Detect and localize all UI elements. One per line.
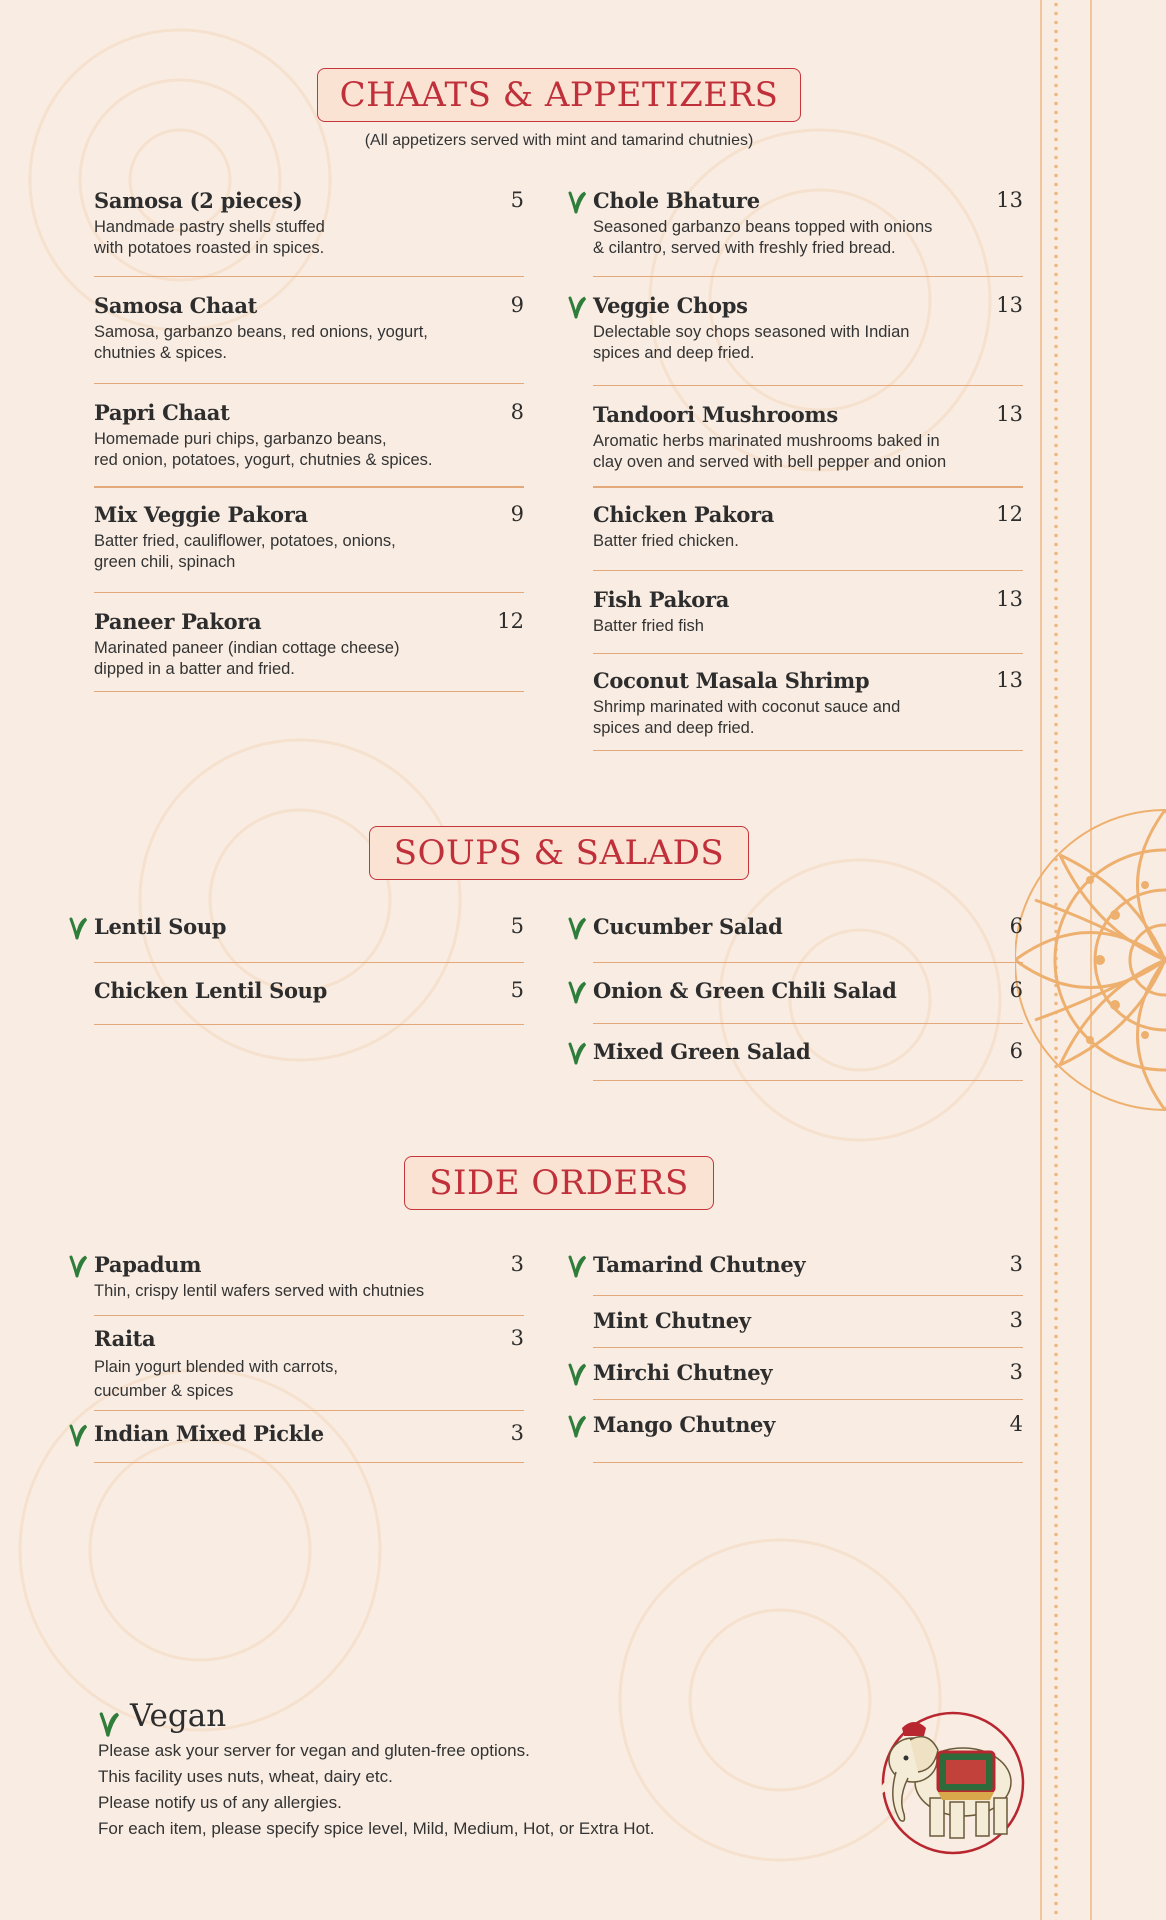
menu-item (94, 1316, 524, 1411)
item-name: Tamarind Chutney (593, 1252, 806, 1277)
item-name: Samosa (2 pieces) (94, 188, 303, 213)
item-name: Lentil Soup (94, 914, 227, 939)
menu-item (593, 188, 1023, 277)
menu-item (593, 277, 1023, 386)
leaf-icon (567, 980, 587, 1004)
menu-item (94, 1252, 524, 1316)
item-price: 12 (996, 502, 1023, 526)
item-price: 13 (996, 402, 1023, 426)
item-name: Papadum (94, 1252, 202, 1277)
menu-item (593, 1348, 1023, 1400)
item-price: 12 (497, 609, 524, 633)
footer-note: For each item, please specify spice level, Mild, Medium, Hot, or Extra Hot. (98, 1819, 655, 1838)
desc-line: Batter fried, cauliflower, potatoes, onions, (94, 532, 396, 550)
item-name: Paneer Pakora (94, 609, 262, 634)
appetizers-subtitle: (All appetizers served with mint and tamarind chutnies) (364, 132, 754, 149)
desc-line: red onion, potatoes, yogurt, chutnies & spices. (94, 451, 433, 469)
footer-note: Please ask your server for vegan and gluten-free options. (98, 1741, 530, 1760)
menu-item (94, 188, 524, 277)
item-name: Tandoori Mushrooms (593, 402, 838, 427)
menu-item (94, 1411, 524, 1463)
desc-line: Delectable soy chops seasoned with Indian (593, 323, 910, 341)
menu-item (593, 1252, 1023, 1296)
item-price: 13 (996, 587, 1023, 611)
leaf-icon (98, 1710, 120, 1738)
menu-item (94, 963, 524, 1025)
soups-title-wrap (0, 826, 1118, 880)
leaf-icon (567, 190, 587, 214)
soups-right-column (593, 914, 1023, 1081)
item-price: 13 (996, 293, 1023, 317)
item-description (593, 431, 1023, 473)
item-price: 4 (1009, 1412, 1023, 1436)
menu-item (94, 914, 524, 963)
leaf-icon (68, 1423, 88, 1447)
leaf-icon (567, 1041, 587, 1065)
leaf-icon (68, 916, 88, 940)
soups-left-column (94, 914, 524, 1025)
item-description (94, 322, 524, 364)
desc-line: Plain yogurt blended with carrots, (94, 1358, 338, 1376)
item-price: 9 (510, 293, 524, 317)
desc-line: with potatoes roasted in spices. (94, 239, 325, 257)
menu-item (94, 593, 524, 692)
menu-item (593, 1024, 1023, 1081)
desc-line: chutnies & spices. (94, 344, 227, 362)
item-description (94, 217, 524, 259)
footer-note: This facility uses nuts, wheat, dairy etc. (98, 1767, 393, 1786)
desc-line: Homemade puri chips, garbanzo beans, (94, 430, 387, 448)
item-price: 3 (510, 1421, 524, 1445)
section-title-appetizers: CHAATS & APPETIZERS (317, 68, 802, 122)
leaf-icon (68, 1254, 88, 1278)
item-price: 3 (510, 1326, 524, 1350)
sides-title-wrap (0, 1156, 1118, 1210)
elephant-logo (858, 1710, 1038, 1860)
menu-item (94, 277, 524, 384)
leaf-icon (567, 1362, 587, 1386)
menu-item (94, 488, 524, 593)
vegan-legend-label: Vegan (130, 1698, 227, 1734)
menu-item (593, 1296, 1023, 1348)
item-price: 13 (996, 668, 1023, 692)
desc-line: Samosa, garbanzo beans, red onions, yogurt, (94, 323, 428, 341)
item-price: 9 (510, 502, 524, 526)
menu-item (593, 654, 1023, 751)
item-description (94, 429, 524, 471)
item-price: 6 (1009, 1039, 1023, 1063)
desc-line: Seasoned garbanzo beans topped with onions (593, 218, 933, 236)
item-description (94, 638, 524, 680)
menu-item (593, 963, 1023, 1024)
item-price: 5 (510, 978, 524, 1002)
item-price: 5 (510, 188, 524, 212)
desc-line: spices and deep fried. (593, 344, 755, 362)
menu-item (593, 571, 1023, 654)
item-price: 8 (510, 400, 524, 424)
item-price: 6 (1009, 914, 1023, 938)
item-price: 3 (1009, 1308, 1023, 1332)
menu-item (593, 914, 1023, 963)
menu-item (94, 384, 524, 488)
item-name: Raita (94, 1326, 156, 1351)
desc-line: & cilantro, served with freshly fried bread. (593, 239, 896, 257)
item-price: 3 (1009, 1360, 1023, 1384)
item-description: Thin, crispy lentil wafers served with chutnies (94, 1282, 425, 1300)
item-name: Chicken Lentil Soup (94, 978, 328, 1003)
item-name: Veggie Chops (593, 293, 748, 318)
item-name: Indian Mixed Pickle (94, 1421, 324, 1446)
footer-notes-text (98, 1738, 654, 1842)
section-title-soups: SOUPS & SALADS (369, 826, 749, 880)
item-name: Coconut Masala Shrimp (593, 668, 870, 693)
leaf-icon (567, 295, 587, 319)
item-name: Mixed Green Salad (593, 1039, 811, 1064)
sides-left-column (94, 1252, 524, 1463)
item-name: Chicken Pakora (593, 502, 775, 527)
desc-line: Marinated paneer (indian cottage cheese) (94, 639, 400, 657)
menu-item (593, 488, 1023, 571)
leaf-icon (567, 1414, 587, 1438)
item-description: Batter fried chicken. (593, 532, 739, 550)
item-name: Mango Chutney (593, 1412, 776, 1437)
item-description: Batter fried fish (593, 617, 704, 635)
item-price: 5 (510, 914, 524, 938)
leaf-icon (567, 1254, 587, 1278)
item-name: Mirchi Chutney (593, 1360, 773, 1385)
item-description (593, 697, 1023, 739)
desc-line: spices and deep fried. (593, 719, 755, 737)
footer-notes (98, 1698, 655, 1842)
desc-line: Handmade pastry shells stuffed (94, 218, 325, 236)
desc-line: dipped in a batter and fried. (94, 660, 295, 678)
item-description (593, 217, 1023, 259)
item-price: 3 (510, 1252, 524, 1276)
item-name: Chole Bhature (593, 188, 760, 213)
desc-line: green chili, spinach (94, 553, 236, 571)
menu-item (593, 1400, 1023, 1463)
menu-item (593, 386, 1023, 488)
appetizers-title-wrap (0, 68, 1118, 122)
section-title-sides: SIDE ORDERS (404, 1156, 714, 1210)
item-name: Mint Chutney (593, 1308, 751, 1333)
item-name: Samosa Chaat (94, 293, 258, 318)
item-name: Onion & Green Chili Salad (593, 978, 897, 1003)
item-name: Mix Veggie Pakora (94, 502, 308, 527)
item-description (94, 1355, 524, 1403)
item-name: Papri Chaat (94, 400, 230, 425)
item-price: 3 (1009, 1252, 1023, 1276)
desc-line: cucumber & spices (94, 1382, 234, 1400)
appetizers-left-column (94, 188, 524, 692)
desc-line: Aromatic herbs marinated mushrooms baked in (593, 432, 940, 450)
desc-line: Shrimp marinated with coconut sauce and (593, 698, 901, 716)
item-description (593, 322, 1023, 364)
item-price: 13 (996, 188, 1023, 212)
item-description (94, 531, 524, 573)
footer-note: Please notify us of any allergies. (98, 1793, 342, 1812)
item-price: 6 (1009, 978, 1023, 1002)
sides-right-column (593, 1252, 1023, 1463)
desc-line: clay oven and served with bell pepper and onion (593, 453, 947, 471)
item-name: Fish Pakora (593, 587, 730, 612)
leaf-icon (567, 916, 587, 940)
item-name: Cucumber Salad (593, 914, 783, 939)
appetizers-right-column (593, 188, 1023, 751)
